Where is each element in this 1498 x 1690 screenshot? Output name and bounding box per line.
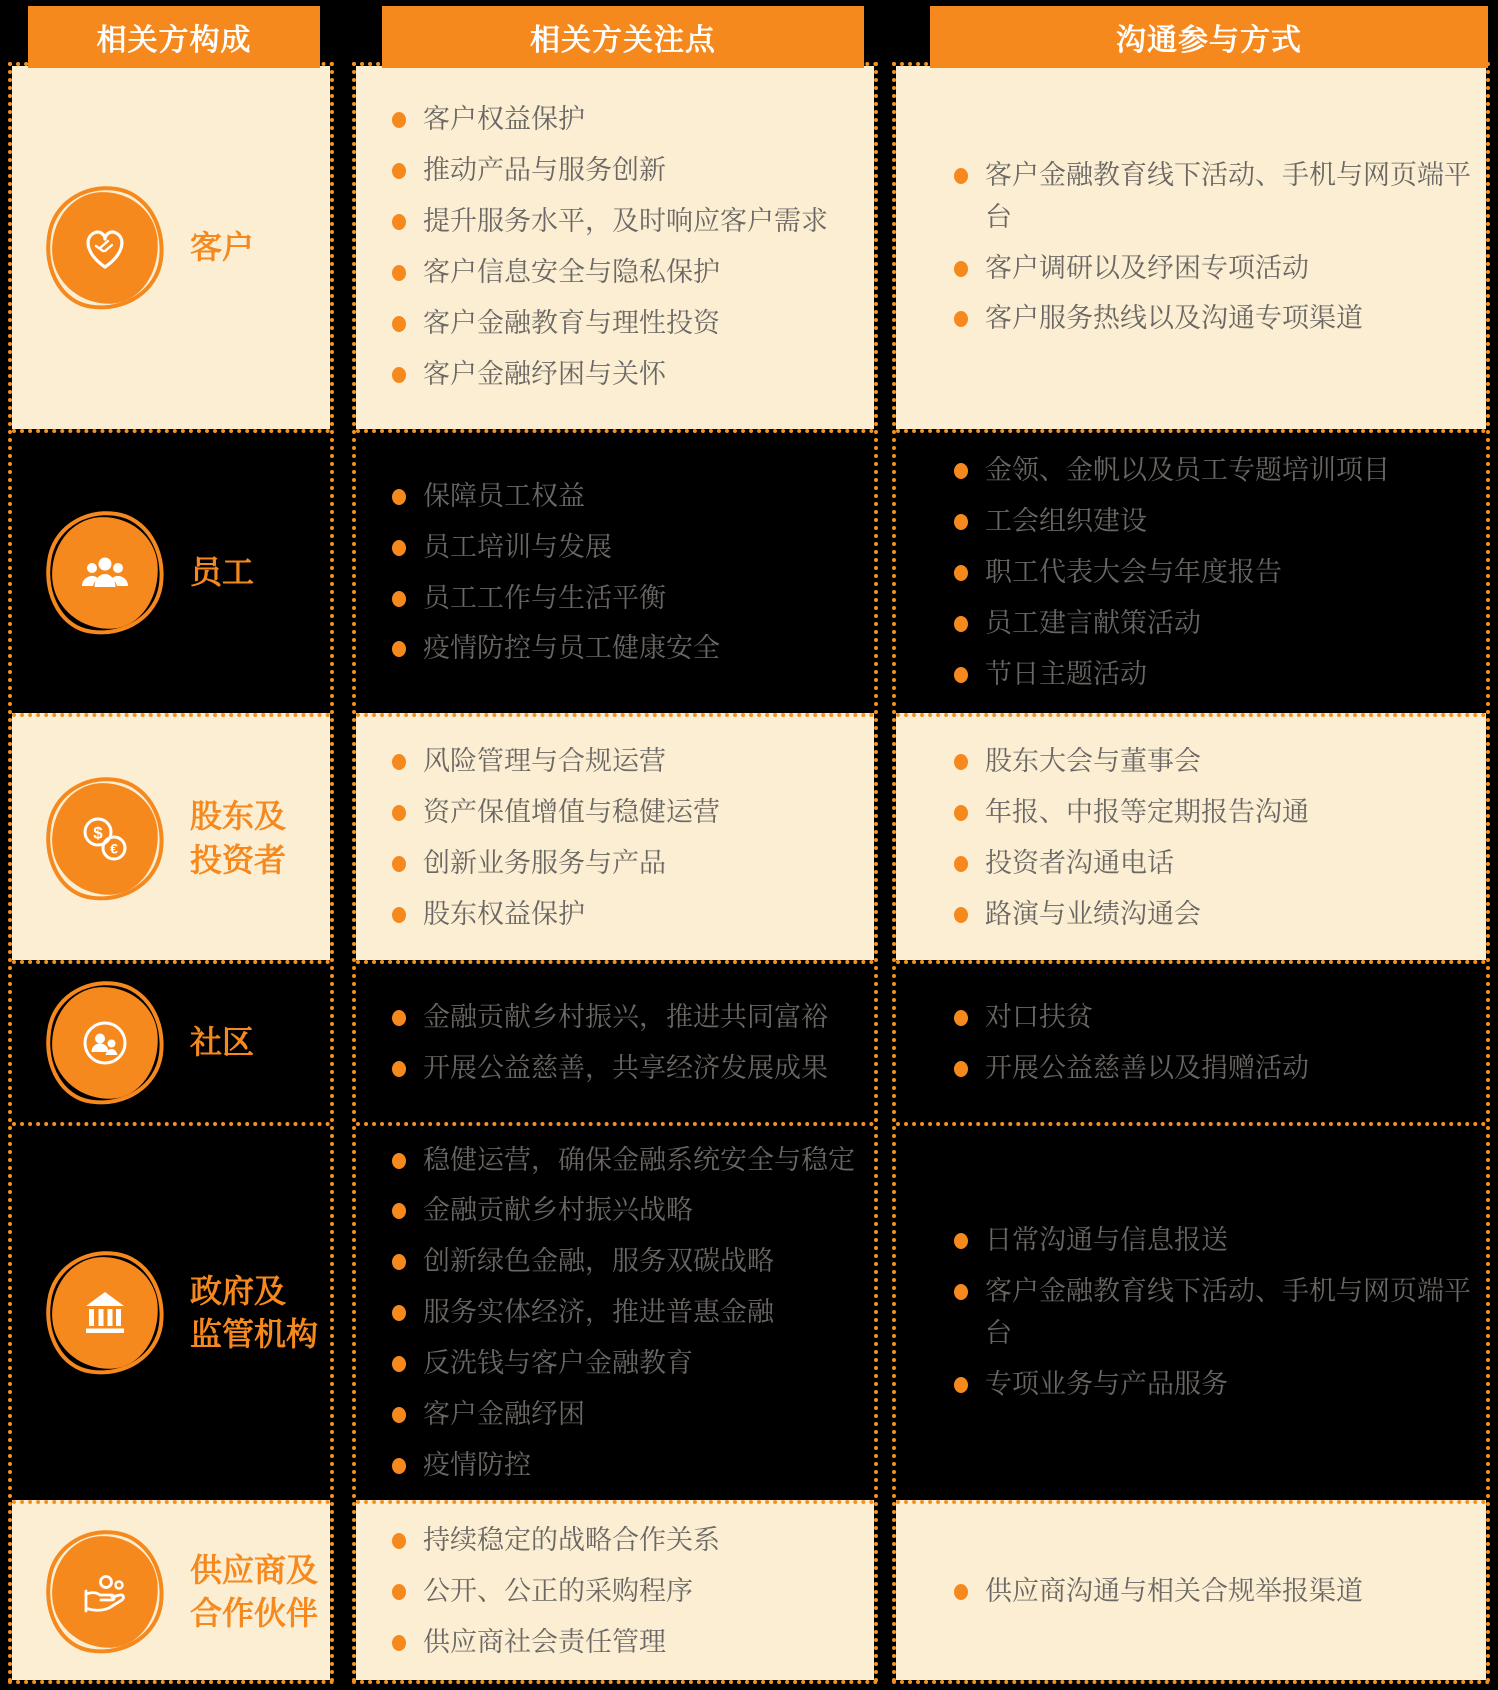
bullet-dot-icon [954,311,968,327]
stakeholder-name [190,226,254,269]
bullet-dot-icon [954,463,968,479]
bullet-text: 专项业务与产品服务 [985,1368,1228,1399]
bullet-dot-icon [954,1233,968,1249]
channels-list [954,441,1476,704]
bullet-text: 开展公益慈善，共享经济发展成果 [423,1052,828,1083]
list-item [392,99,864,141]
bullet-text: 年报、中报等定期报告沟通 [985,797,1309,828]
stakeholder-name [190,551,254,594]
bullet-dot-icon [392,112,406,128]
bullet-text: 稳健运营，确保金融系统安全与稳定 [423,1144,855,1175]
bullet-text: 客户金融纾困 [423,1398,585,1429]
column-communication-methods [892,0,1490,1690]
bullet-dot-icon [392,907,406,923]
bullet-dot-icon [392,1458,406,1474]
bullet-dot-icon [392,1305,406,1321]
bullet-text: 保障员工权益 [423,480,585,511]
concerns-list [392,732,864,944]
bullet-dot-icon [392,1533,406,1549]
bullet-text: 风险管理与合规运营 [423,746,666,777]
concerns-list [392,1511,864,1673]
list-item [954,741,1476,783]
column-header-communication-methods: 沟通参与方式 [930,6,1488,68]
list-item [392,1241,864,1283]
channels-list [954,988,1476,1099]
bullet-text: 投资者沟通电话 [985,848,1174,878]
bullet-text: 节日主题活动 [985,658,1147,689]
list-item [392,578,864,620]
list-item [392,1140,864,1182]
list-item [954,1571,1476,1613]
list-item [954,843,1476,885]
bullet-dot-icon [392,856,406,872]
concerns-cell [356,960,874,1122]
channels-cell [896,1122,1486,1500]
list-item [954,450,1476,492]
bullet-text: 服务实体经济，推进普惠金融 [423,1297,774,1328]
stakeholder-name-line: 合作伙伴 [190,1595,319,1631]
list-item [392,1520,864,1562]
bullet-text: 日常沟通与信息报送 [985,1225,1228,1256]
list-item [392,1571,864,1613]
bullet-dot-icon [954,667,968,683]
list-item [392,628,864,670]
stakeholder-cell [12,713,330,960]
bullet-dot-icon [392,1407,406,1423]
list-item [392,1048,864,1090]
stakeholder-concerns-box [352,62,878,1684]
people-group-icon [48,513,162,632]
bullet-text: 资产保值增值与稳健运营 [423,797,720,828]
bullet-dot-icon [954,1061,968,1077]
list-item [392,1292,864,1334]
bullet-text: 对口扶贫 [985,1001,1093,1032]
column-header-stakeholder-concerns: 相关方关注点 [382,6,864,68]
stakeholder-name [190,795,286,881]
bullet-text: 员工建言献策活动 [985,607,1201,638]
bullet-dot-icon [392,1153,406,1169]
bullet-text: 工会组织建设 [985,506,1147,537]
bullet-text: 供应商沟通与相关合规举报渠道 [985,1576,1363,1607]
concerns-list [392,467,864,679]
bullet-dot-icon [392,1584,406,1600]
list-item [954,155,1476,239]
list-item [954,792,1476,834]
list-item [392,843,864,885]
bullet-text: 员工培训与发展 [423,531,612,562]
concerns-cell [356,66,874,429]
stakeholder-name-line: 投资者 [190,841,287,878]
bank-building-icon [48,1253,162,1372]
bullet-dot-icon [392,214,406,230]
stakeholder-cell [12,1122,330,1500]
bullet-text: 反洗钱与客户金融教育 [423,1347,693,1378]
bullet-dot-icon [392,805,406,821]
column-header-stakeholder-composition: 相关方构成 [28,6,320,68]
concerns-cell [356,429,874,713]
community-people-icon [48,983,162,1102]
bullet-text: 客户服务热线以及沟通专项渠道 [985,303,1363,334]
list-item [954,501,1476,543]
bullet-dot-icon [954,616,968,632]
list-item [392,476,864,518]
stakeholder-cell [12,429,330,713]
bullet-dot-icon [954,754,968,770]
bullet-dot-icon [392,367,406,383]
channels-list [954,1211,1476,1414]
list-item [392,894,864,936]
bullet-dot-icon [392,1010,406,1026]
list-item [392,201,864,243]
communication-methods-box [892,62,1490,1684]
list-item [392,1343,864,1385]
list-item [392,303,864,345]
bullet-text: 金融贡献乡村振兴，推进共同富裕 [423,1001,828,1032]
bullet-dot-icon [392,540,406,556]
list-item [954,1220,1476,1262]
stakeholder-name-line: 政府及 [190,1272,287,1309]
bullet-dot-icon [954,1010,968,1026]
list-item [954,1271,1476,1355]
svg-text:€: € [110,840,118,856]
bullet-dot-icon [392,316,406,332]
bullet-dot-icon [954,907,968,923]
concerns-list [392,988,864,1099]
bullet-dot-icon [954,856,968,872]
list-item [392,1394,864,1436]
bullet-text: 开展公益慈善以及捐赠活动 [985,1052,1309,1083]
list-item [954,1048,1476,1090]
channels-cell [896,713,1486,960]
bullet-text: 推动产品与服务创新 [423,155,666,186]
bullet-text: 员工工作与生活平衡 [423,582,666,613]
bullet-text: 金领、金帆以及员工专题培训项目 [985,455,1390,486]
stakeholder-name-line: 监管机构 [190,1316,319,1352]
stakeholder-name [190,1549,318,1635]
bullet-dot-icon [954,1284,968,1300]
stakeholder-name-line: 供应商及 [190,1551,319,1588]
bullet-text: 股东大会与董事会 [985,746,1201,777]
list-item [392,1445,864,1487]
bullet-dot-icon [392,265,406,281]
list-item [392,252,864,294]
list-item [392,1622,864,1664]
column-stakeholder-composition [8,0,334,1690]
svg-text:$: $ [93,823,103,842]
stakeholder-name-line: 客户 [190,228,255,265]
stakeholder-name-line: 社区 [190,1024,255,1061]
bullet-dot-icon [954,1584,968,1600]
list-item [392,354,864,396]
list-item [954,603,1476,645]
channels-list [954,1562,1476,1622]
list-item [954,552,1476,594]
bullet-text: 创新业务服务与产品 [423,848,666,878]
bullet-text: 提升服务水平，及时响应客户需求 [423,206,828,237]
stakeholder-cell [12,1500,330,1680]
list-item [954,298,1476,340]
bullet-dot-icon [392,641,406,657]
concerns-cell [356,1500,874,1680]
list-item [392,997,864,1039]
list-item [392,792,864,834]
bullet-text: 疫情防控 [423,1449,531,1480]
stakeholder-cell [12,960,330,1122]
list-item [954,894,1476,936]
hand-support-icon [48,1532,162,1651]
bullet-dot-icon [954,514,968,530]
list-item [954,997,1476,1039]
bullet-text: 公开、公正的采购程序 [423,1576,693,1607]
channels-cell [896,960,1486,1122]
list-item [954,248,1476,290]
concerns-list [392,1131,864,1496]
bullet-text: 持续稳定的战略合作关系 [423,1525,720,1556]
bullet-dot-icon [954,168,968,184]
bullet-dot-icon [392,1203,406,1219]
list-item [392,1190,864,1232]
concerns-list [392,90,864,404]
handshake-heart-icon [48,188,162,307]
coins-icon [48,779,162,898]
stakeholder-name [190,1021,254,1064]
list-item [954,1364,1476,1406]
bullet-text: 创新绿色金融，服务双碳战略 [423,1246,774,1277]
bullet-text: 金融贡献乡村振兴战略 [423,1195,693,1226]
bullet-text: 客户金融教育线下活动、手机与网页端平台 [985,159,1471,232]
stakeholder-name [190,1270,318,1356]
list-item [392,527,864,569]
bullet-text: 客户金融纾困与关怀 [423,358,666,389]
bullet-text: 供应商社会责任管理 [423,1626,666,1657]
channels-cell [896,1500,1486,1680]
stakeholder-composition-box [8,62,334,1684]
bullet-text: 路演与业绩沟通会 [985,898,1201,929]
bullet-dot-icon [954,565,968,581]
bullet-text: 客户信息安全与隐私保护 [423,257,720,287]
stakeholder-name-line: 股东及 [190,798,287,835]
bullet-dot-icon [392,1061,406,1077]
channels-list [954,146,1476,349]
bullet-dot-icon [392,591,406,607]
bullet-dot-icon [392,1356,406,1372]
channels-cell [896,66,1486,429]
bullet-text: 股东权益保护 [423,898,585,929]
concerns-cell [356,1122,874,1500]
bullet-text: 职工代表大会与年度报告 [985,557,1282,588]
bullet-text: 客户金融教育与理性投资 [423,307,720,338]
stakeholder-name-line: 员工 [190,554,255,591]
stakeholder-cell [12,66,330,429]
bullet-text: 客户调研以及纾困专项活动 [985,252,1309,283]
list-item [392,150,864,192]
bullet-dot-icon [954,805,968,821]
bullet-dot-icon [954,261,968,277]
bullet-text: 客户金融教育线下活动、手机与网页端平台 [985,1276,1471,1348]
bullet-dot-icon [392,754,406,770]
channels-list [954,732,1476,944]
bullet-dot-icon [392,489,406,505]
list-item [954,654,1476,696]
bullet-text: 疫情防控与员工健康安全 [423,633,720,664]
bullet-dot-icon [954,1377,968,1393]
concerns-cell [356,713,874,960]
list-item [392,741,864,783]
bullet-dot-icon [392,163,406,179]
bullet-dot-icon [392,1635,406,1651]
channels-cell [896,429,1486,713]
bullet-dot-icon [392,1254,406,1270]
bullet-text: 客户权益保护 [423,104,585,135]
column-stakeholder-concerns [352,0,878,1690]
